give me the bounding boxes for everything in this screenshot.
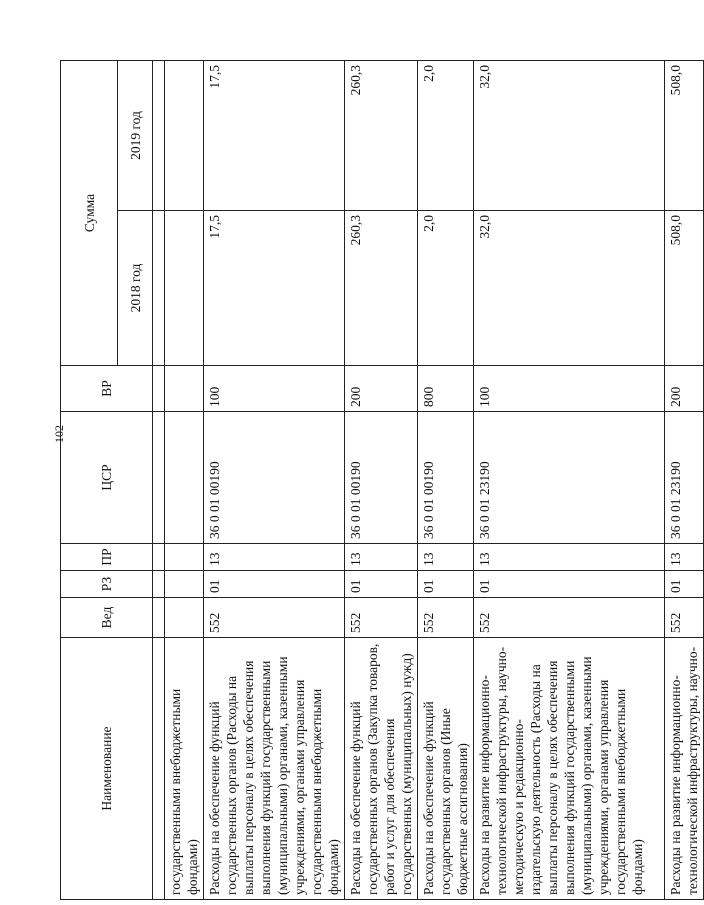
header-pr: ПР xyxy=(61,544,153,571)
row-csr: 36 0 01 23190 xyxy=(665,412,704,544)
row-vr xyxy=(165,366,204,412)
row-name: Расходы на развитие информационно-технологической инфраструктуры, научно-методическую и редакционно-издательскую деятельность (Расходы на выплаты персоналу в целях обеспечения выполнения функций государственными (муниципальными) органами, казенными учреждениями, органами управления государственными внебюджетными фондами) xyxy=(474,638,665,900)
row-sum-2019 xyxy=(165,60,204,210)
row-csr: 36 0 01 00190 xyxy=(418,412,474,544)
row-rz: 01 xyxy=(204,571,345,598)
row-vr: 100 xyxy=(204,366,345,412)
row-sum-2018 xyxy=(165,211,204,366)
row-ved: 552 xyxy=(474,598,665,638)
row-csr: 36 0 01 00190 xyxy=(204,412,345,544)
page-number: 102 xyxy=(52,425,66,443)
row-pr: 13 xyxy=(665,544,704,571)
row-csr: 36 0 01 23190 xyxy=(474,412,665,544)
row-ved: 552 xyxy=(665,598,704,638)
row-ved: 552 xyxy=(345,598,418,638)
row-sum-2018: 260,3 xyxy=(345,211,418,366)
row-pr: 13 xyxy=(345,544,418,571)
row-csr xyxy=(165,412,204,544)
header-year-2018: 2018 год xyxy=(118,211,153,366)
header-sum: Сумма xyxy=(61,60,118,365)
budget-table xyxy=(60,60,704,900)
row-sum-2019: 2,0 xyxy=(418,60,474,210)
row-pr xyxy=(165,544,204,571)
row-sum-2018: 17,5 xyxy=(204,211,345,366)
row-rz: 01 xyxy=(345,571,418,598)
row-rz: 01 xyxy=(665,571,704,598)
table-header xyxy=(61,60,165,899)
row-ved: 552 xyxy=(204,598,345,638)
rotated-page xyxy=(60,61,700,900)
row-rz: 01 xyxy=(474,571,665,598)
row-name: Расходы на развитие информационно-технологической инфраструктуры, научно- xyxy=(665,638,704,900)
row-sum-2018: 508,0 xyxy=(665,211,704,366)
row-sum-2019: 17,5 xyxy=(204,60,345,210)
row-vr: 200 xyxy=(665,366,704,412)
index-row xyxy=(153,60,165,899)
row-vr: 200 xyxy=(345,366,418,412)
row-rz xyxy=(165,571,204,598)
row-pr: 13 xyxy=(204,544,345,571)
header-vr: ВР xyxy=(61,366,153,412)
row-pr: 13 xyxy=(418,544,474,571)
table-row xyxy=(165,60,204,899)
row-sum-2018: 2,0 xyxy=(418,211,474,366)
table-row xyxy=(665,60,704,899)
header-year-2019: 2019 год xyxy=(118,60,153,210)
table-row xyxy=(204,60,345,899)
row-name: государственными внебюджетными фондами) xyxy=(165,638,204,900)
header-name: Наименование xyxy=(61,638,153,900)
header-csr: ЦСР xyxy=(61,412,153,544)
row-rz: 01 xyxy=(418,571,474,598)
table-row xyxy=(345,60,418,899)
header-ved: Вед xyxy=(61,598,153,638)
row-csr: 36 0 01 00190 xyxy=(345,412,418,544)
row-name: Расходы на обеспечение функций государственных органов (Закупка товаров, работ и услуг для обеспечения государственных (муниципальных) нужд) xyxy=(345,638,418,900)
row-ved: 552 xyxy=(418,598,474,638)
row-ved xyxy=(165,598,204,638)
table-row xyxy=(418,60,474,899)
row-pr: 13 xyxy=(474,544,665,571)
row-name: Расходы на обеспечение функций государственных органов (Иные бюджетные ассигнования) xyxy=(418,638,474,900)
row-sum-2018: 32,0 xyxy=(474,211,665,366)
row-sum-2019: 508,0 xyxy=(665,60,704,210)
header-rz: РЗ xyxy=(61,571,153,598)
row-vr: 800 xyxy=(418,366,474,412)
row-sum-2019: 260,3 xyxy=(345,60,418,210)
row-vr: 100 xyxy=(474,366,665,412)
table-row xyxy=(474,60,665,899)
row-name: Расходы на обеспечение функций государственных органов (Расходы на выплаты персоналу в целях обеспечения выполнения функций государственными (муниципальными) органами, казенными учреждениями, органами управления государственными внебюджетными фондами) xyxy=(204,638,345,900)
row-sum-2019: 32,0 xyxy=(474,60,665,210)
